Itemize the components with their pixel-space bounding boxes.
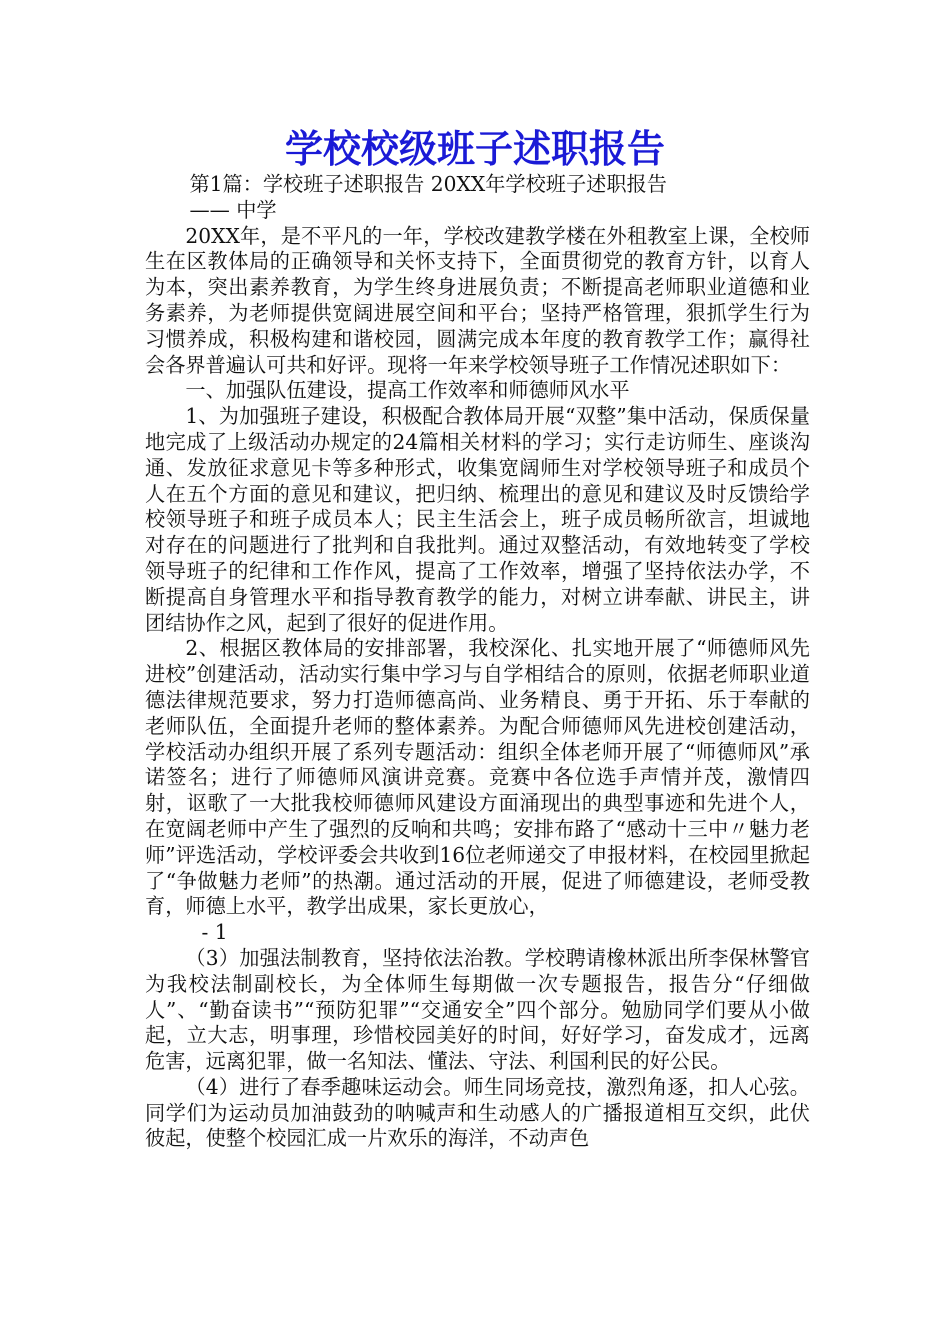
subtitle-line: 第1篇：学校班子述职报告 20XX年学校班子述职报告: [189, 172, 667, 196]
page-number: - 1: [201, 920, 228, 945]
section-heading-1: 一、加强队伍建设，提高工作效率和师德师风水平: [185, 378, 630, 403]
document-title: 学校校级班子述职报告: [284, 126, 665, 171]
paragraph-item-4: （4）进行了春季趣味运动会。师生同场竞技，激烈角逐，扣人心弦。同学们为运动员加油鼓劲的呐喊声和生动感人的广播报道相互交织，此伏彼起，使整个校园汇成一片欢乐的海洋，不动声色: [145, 1074, 810, 1151]
document-body: [145, 172, 810, 1152]
paragraph-intro: 20XX年，是不平凡的一年，学校改建教学楼在外租教室上课，全校师生在区教体局的正确领导和关怀支持下，全面贯彻党的教育方针，以育人为本，突出素养教育，为学生终身进展负责；不断提高老师职业道德和业务素养，为老师提供宽阔进展空间和平台；坚持严格管理，狠抓学生行为习惯养成，积极构建和谐校园，圆满完成本年度的教育教学工作；赢得社会各界普遍认可共和好评。现将一年来学校领导班子工作情况述职如下：: [145, 223, 810, 377]
paragraph-item-2: 2、根据区教体局的安排部署，我校深化、扎实地开展了“师德师风先进校”创建活动，活动实行集中学习与自学相结合的原则，依据老师职业道德法律规范要求，努力打造师德高尚、业务精良、勇于开拓、乐于奉献的老师队伍，全面提升老师的整体素养。为配合师德师风先进校创建活动，学校活动办组织开展了系列专题活动：组织全体老师开展了“师德师风”承诺签名；进行了师德师风演讲竞赛。竞赛中各位选手声情并茂，激情四射，讴歌了一大批我校师德师风建设方面涌现出的典型事迹和先进个人，在宽阔老师中产生了强烈的反响和共鸣；安排布路了“感动十三中〃魅力老师”评选活动，学校评委会共收到16位老师递交了申报材料，在校园里掀起了“争做魅力老师”的热潮。通过活动的开展，促进了师德建设，老师受教育，师德上水平，教学出成果，家长更放心，: [145, 636, 810, 919]
author-line: —— 中学: [189, 197, 277, 222]
paragraph-item-1: 1、为加强班子建设，积极配合教体局开展“双整”集中活动，保质保量地完成了上级活动办规定的24篇相关材料的学习；实行走访师生、座谈沟通、发放征求意见卡等多种形式，收集宽阔师生对学校领导班子和成员个人在五个方面的意见和建议，把归纳、梳理出的意见和建议及时反馈给学校领导班子和班子成员本人；民主生活会上，班子成员畅所欲言，坦诚地对存在的问题进行了批判和自我批判。通过双整活动，有效地转变了学校领导班子的纪律和工作作风，提高了工作效率，增强了坚持依法办学，不断提高自身管理水平和指导教育教学的能力，对树立讲奉献、讲民主，讲团结协作之风，起到了很好的促进作用。: [145, 404, 810, 635]
paragraph-item-3: （3）加强法制教育，坚持依法治教。学校聘请橡林派出所李保林警官为我校法制副校长，为全体师生每期做一次专题报告，报告分“仔细做人”、“勤奋读书”“预防犯罪”“交通安全”四个部分。勉励同学们要从小做起，立大志，明事理，珍惜校园美好的时间，好好学习，奋发成才，远离危害，远离犯罪，做一名知法、懂法、守法、利国利民的好公民。: [145, 945, 810, 1074]
